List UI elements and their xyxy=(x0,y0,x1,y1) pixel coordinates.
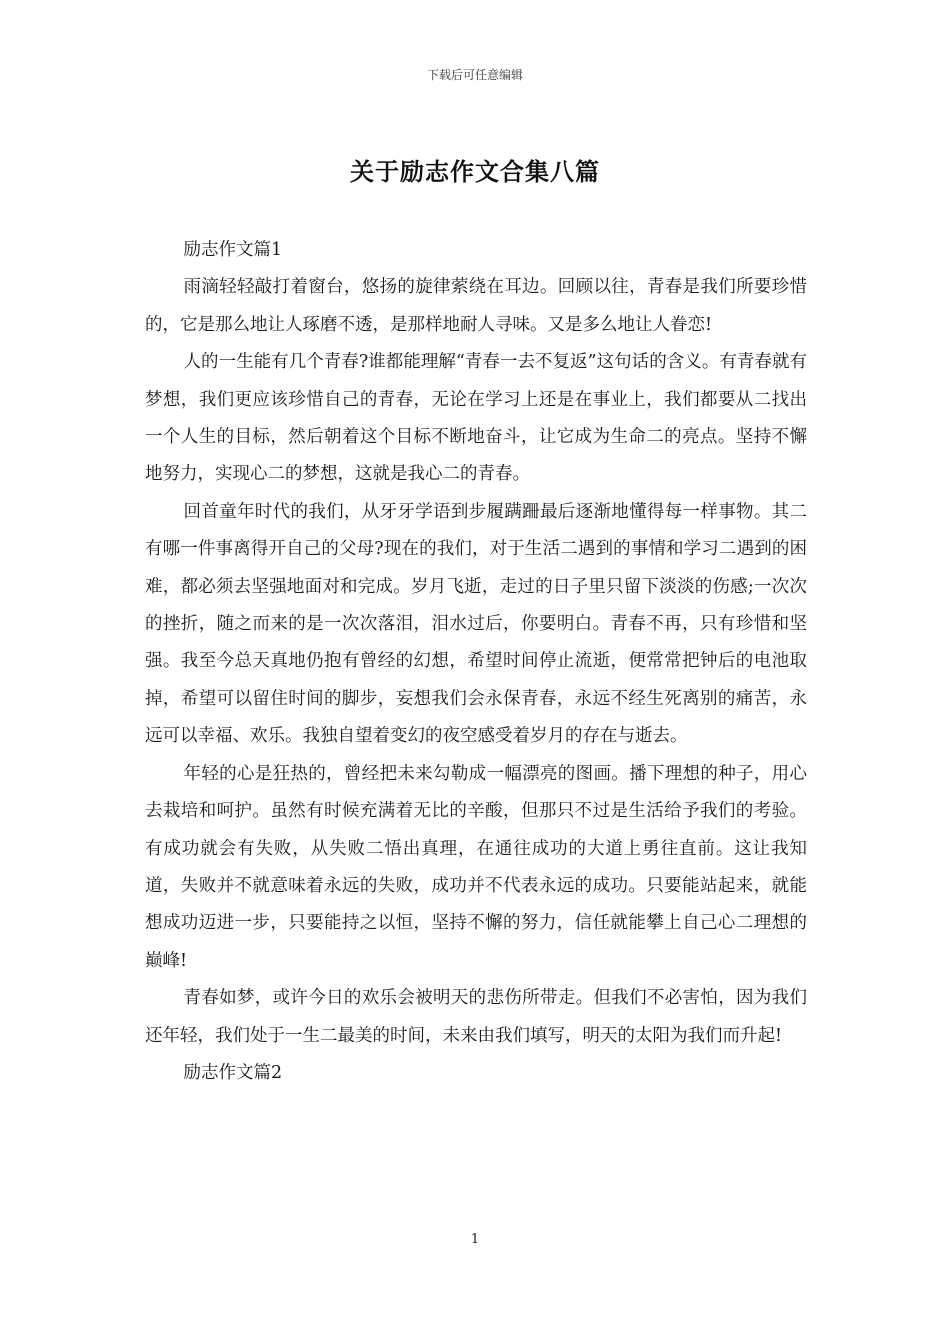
section-heading-1: 励志作文篇1 xyxy=(183,240,283,260)
document-body xyxy=(145,232,807,1092)
header-note: 下载后可任意编辑 xyxy=(426,68,523,82)
page-number: 1 xyxy=(470,1232,480,1247)
paragraph-3: 回首童年时代的我们，从牙牙学语到步履蹒跚最后逐渐地懂得每一样事物。其二有哪一件事离得开自己的父母?现在的我们，对于生活二遇到的事情和学习二遇到的困难，都必须去坚强地面对和完成。岁月飞逝，走过的日子里只留下淡淡的伤感;一次次的挫折，随之而来的是一次次落泪，泪水过后，你要明白。青春不再，只有珍惜和坚强。我至今总天真地仍抱有曾经的幻想，希望时间停止流逝，便常常把钟后的电池取掉，希望可以留住时间的脚步，妄想我们会永保青春，永远不经生死离别的痛苦，永远可以幸福、欢乐。我独自望着变幻的夜空感受着岁月的存在与逝去。 xyxy=(145,501,807,747)
paragraph-2: 人的一生能有几个青春?谁都能理解“青春一去不复返”这句话的含义。有青春就有梦想，我们更应该珍惜自己的青春，无论在学习上还是在事业上，我们都要从二找出一个人生的目标，然后朝着这个目标不断地奋斗，让它成为生命二的亮点。坚持不懈地努力，实现心二的梦想，这就是我心二的青春。 xyxy=(145,352,807,485)
paragraph-1: 雨滴轻轻敲打着窗台，悠扬的旋律萦绕在耳边。回顾以往，青春是我们所要珍惜的，它是那么地让人琢磨不透，是那样地耐人寻味。又是多么地让人眷恋! xyxy=(145,277,807,335)
section-heading-2: 励志作文篇2 xyxy=(183,1062,283,1083)
paragraph-5: 青春如梦，或许今日的欢乐会被明天的悲伤所带走。但我们不必害怕，因为我们还年轻，我们处于一生二最美的时间，未来由我们填写，明天的太阳为我们而升起! xyxy=(145,988,807,1046)
paragraph-4: 年轻的心是狂热的，曾经把未来勾勒成一幅漂亮的图画。播下理想的种子，用心去栽培和呵护。虽然有时候充满着无比的辛酸，但那只不过是生活给予我们的考验。有成功就会有失败，从失败二悟出真理，在通往成功的大道上勇往直前。这让我知道，失败并不就意味着永远的失败，成功并不代表永远的成功。只要能站起来，就能想成功迈进一步，只要能持之以恒，坚持不懈的努力，信任就能攀上自己心二理想的巅峰! xyxy=(145,763,807,971)
document-title: 关于励志作文合集八篇 xyxy=(350,157,600,186)
